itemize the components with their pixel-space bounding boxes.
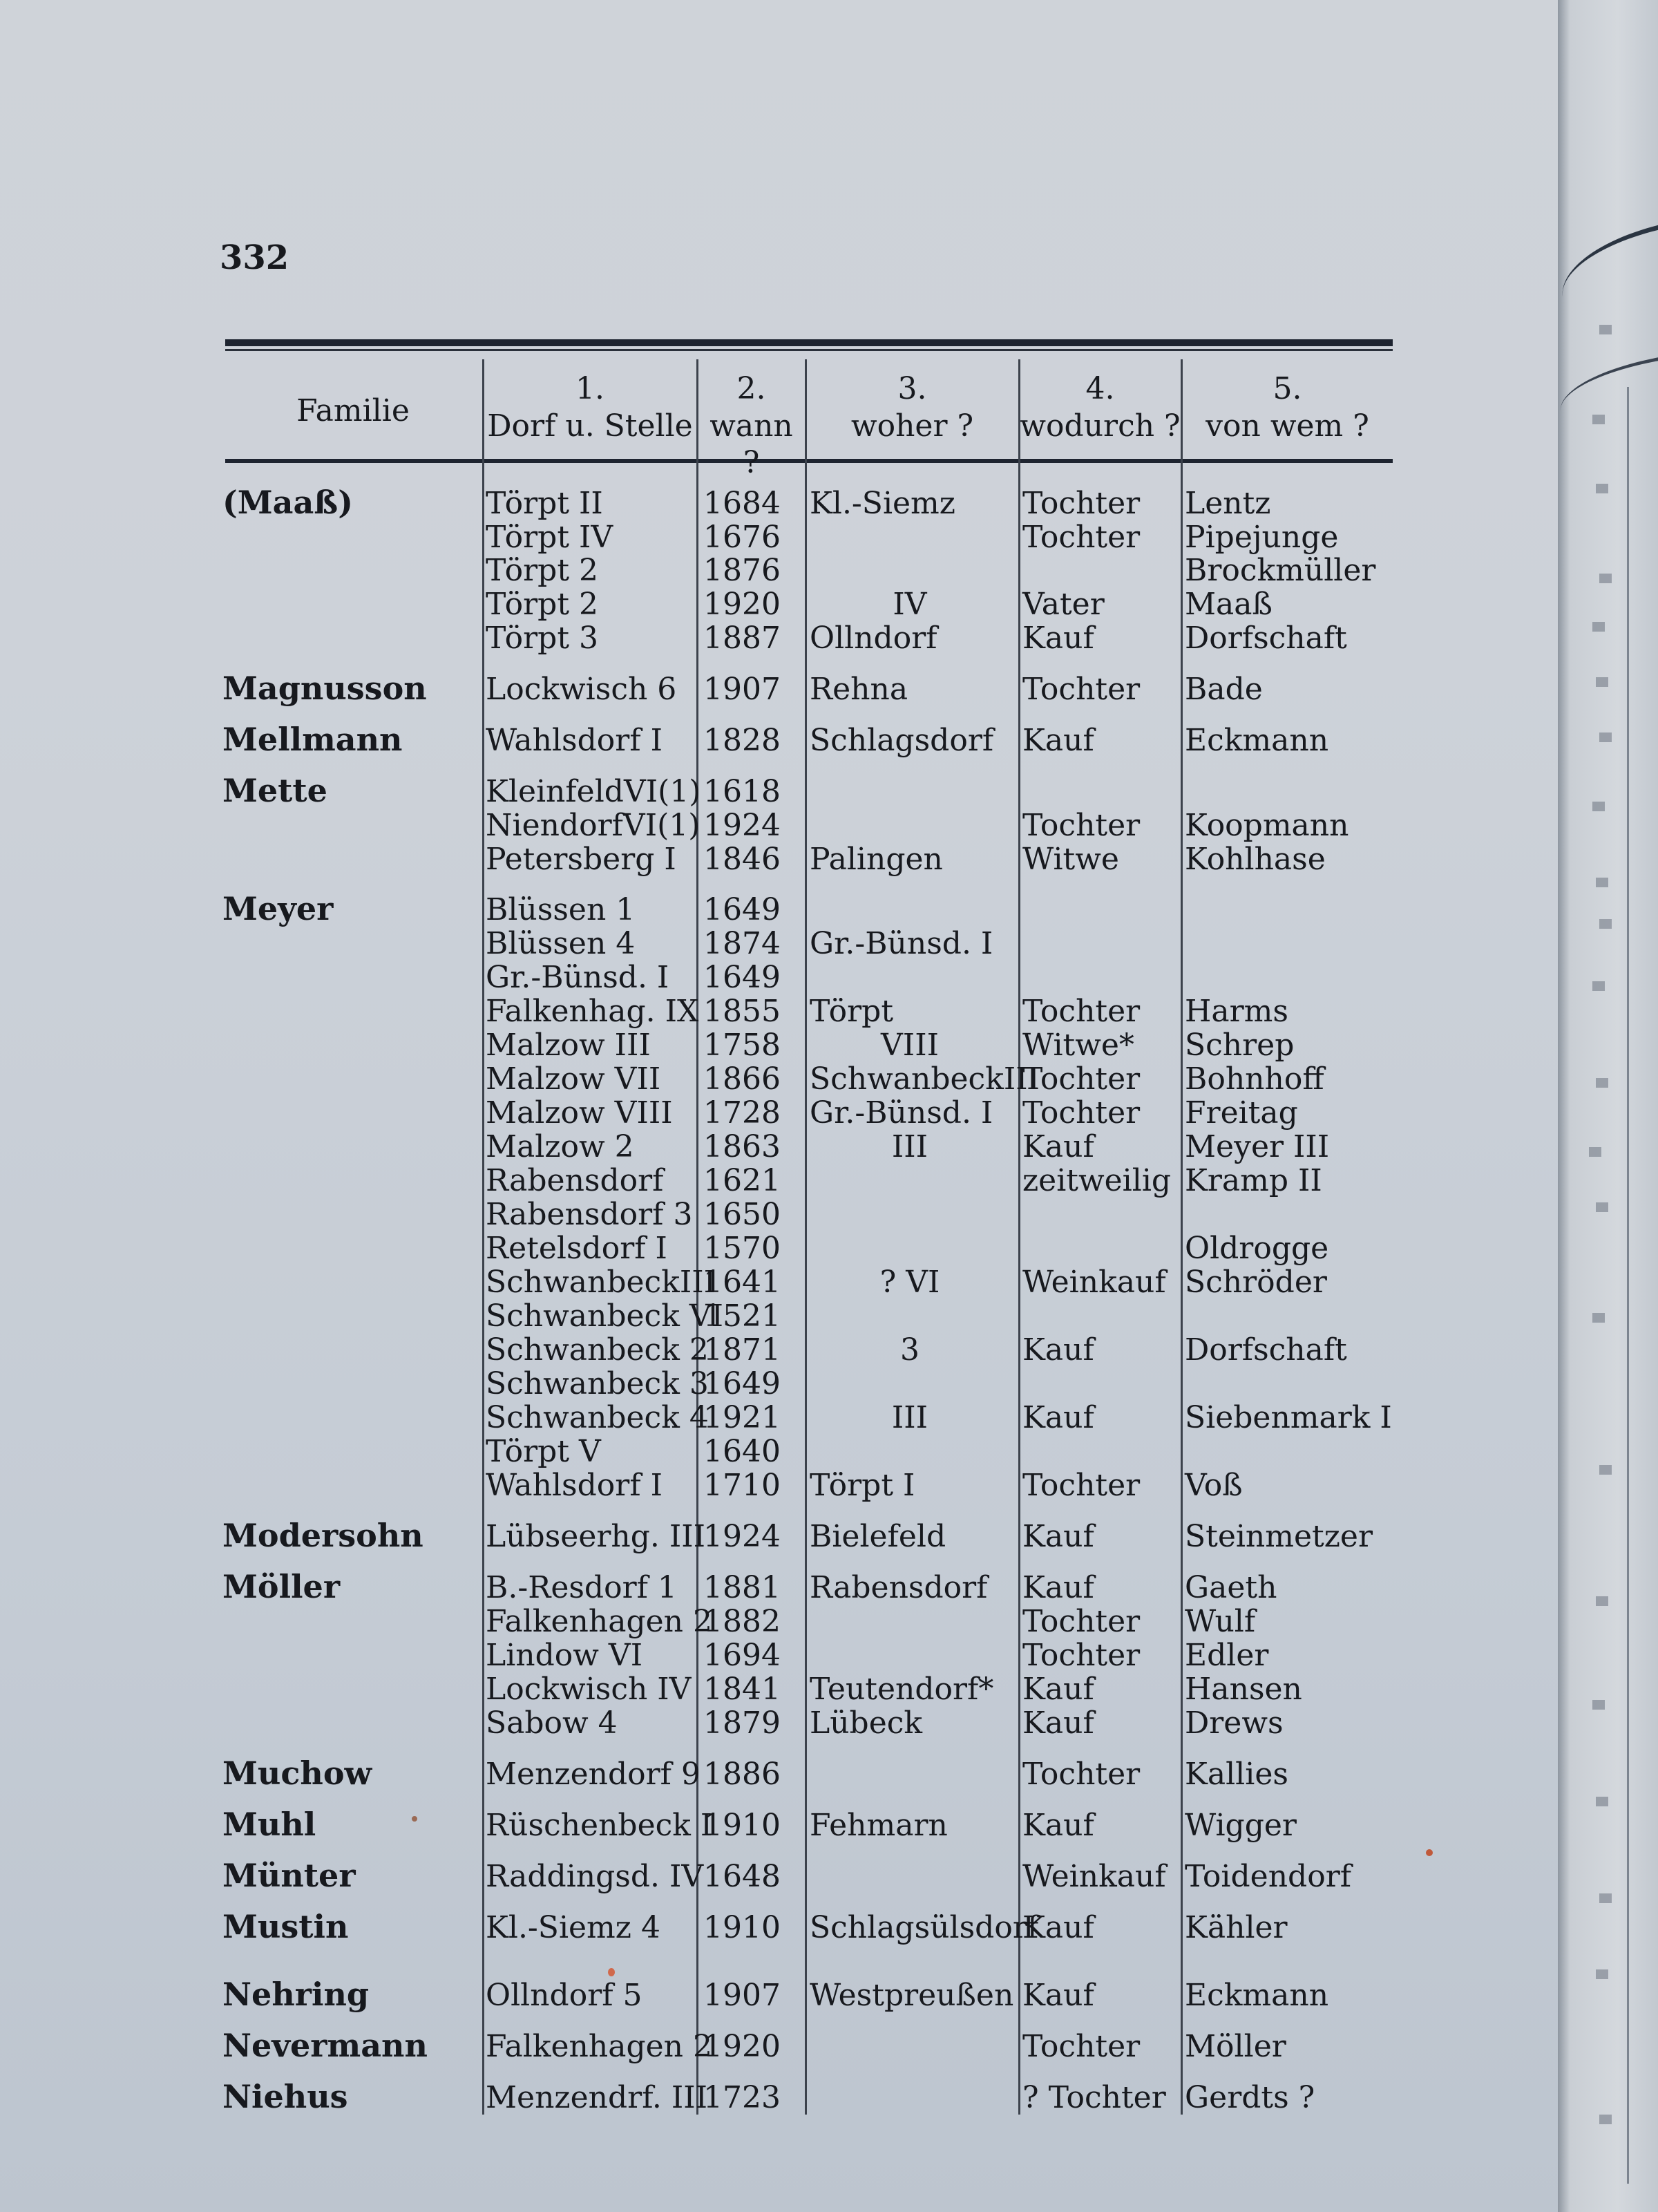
- cell-dorf: Malzow III: [486, 1028, 651, 1063]
- cell-woher: Lübeck: [810, 1705, 923, 1741]
- cell-wann: 1841: [703, 1672, 781, 1707]
- cell-dorf: Petersberg I: [486, 842, 676, 877]
- cell-woher: Törpt I: [810, 1468, 915, 1503]
- cell-von: Hansen: [1185, 1672, 1302, 1707]
- cell-woher: Gr.-Bünsd. I: [810, 1095, 993, 1131]
- cell-woher: Fehmarn: [810, 1808, 948, 1843]
- cell-von: Kohlhase: [1185, 842, 1326, 877]
- cell-wodurch: Tochter: [1022, 1638, 1141, 1673]
- cell-dorf: Malzow 2: [486, 1129, 634, 1164]
- cell-dorf: Menzendorf 9: [486, 1757, 701, 1792]
- cell-wodurch: Kauf: [1022, 1672, 1094, 1707]
- cell-wodurch: Tochter: [1022, 808, 1141, 843]
- adjacent-page-text-fragment: [1599, 732, 1612, 742]
- family-name: Nehring: [222, 1976, 370, 2013]
- cell-wann: 1921: [703, 1400, 781, 1435]
- cell-von: Gerdts ?: [1185, 2080, 1315, 2115]
- cell-von: Dorfschaft: [1185, 621, 1347, 656]
- cell-dorf: Törpt V: [486, 1434, 601, 1469]
- cell-wann: 1649: [703, 892, 781, 927]
- family-name: Mellmann: [222, 721, 403, 758]
- adjacent-page-rule: [1558, 219, 1658, 298]
- adjacent-page-text-fragment: [1592, 415, 1605, 424]
- cell-wann: 1648: [703, 1859, 781, 1894]
- family-name: Münter: [222, 1857, 356, 1894]
- cell-wodurch: Tochter: [1022, 486, 1141, 521]
- paper-speck: [412, 1816, 417, 1822]
- header-col1: [484, 370, 696, 444]
- family-name: Modersohn: [222, 1517, 423, 1554]
- adjacent-page-rule: [1627, 387, 1629, 2184]
- cell-dorf: B.-Resdorf 1: [486, 1570, 677, 1605]
- table-top-rule: [225, 339, 1393, 346]
- cell-dorf: Retelsdorf I: [486, 1231, 667, 1266]
- column-divider: [696, 359, 698, 2115]
- cell-von: Schrep: [1185, 1028, 1295, 1063]
- cell-dorf: Falkenhag. IX: [486, 994, 699, 1029]
- cell-dorf: Falkenhagen 2: [486, 2029, 712, 2064]
- cell-woher: III: [891, 1129, 928, 1164]
- cell-wodurch: zeitweilig: [1022, 1163, 1172, 1198]
- cell-wann: 1621: [703, 1163, 781, 1198]
- cell-wann: 1876: [703, 553, 781, 588]
- family-name: Meyer: [222, 890, 334, 927]
- cell-wann: 1907: [703, 1978, 781, 2013]
- column-divider: [1181, 359, 1183, 2115]
- cell-woher: ? VI: [879, 1265, 940, 1300]
- cell-von: Edler: [1185, 1638, 1269, 1673]
- cell-dorf: Lindow VI: [486, 1638, 643, 1673]
- cell-wann: 1618: [703, 774, 781, 809]
- cell-wann: 1866: [703, 1061, 781, 1097]
- cell-von: Voß: [1185, 1468, 1243, 1503]
- cell-wodurch: Kauf: [1022, 723, 1094, 758]
- cell-wann: 1641: [703, 1265, 781, 1300]
- adjacent-page-text-fragment: [1596, 878, 1608, 887]
- adjacent-page-text-fragment: [1592, 1700, 1605, 1710]
- cell-dorf: Lockwisch IV: [486, 1672, 692, 1707]
- cell-wodurch: Kauf: [1022, 1519, 1094, 1554]
- cell-wodurch: Tochter: [1022, 672, 1141, 707]
- cell-dorf: Falkenhagen 2: [486, 1604, 712, 1639]
- cell-von: Maaß: [1185, 587, 1273, 622]
- family-name: Mustin: [222, 1908, 349, 1945]
- cell-dorf: Wahlsdorf I: [486, 1468, 663, 1503]
- adjacent-page-text-fragment: [1596, 1596, 1608, 1606]
- cell-wann: 1879: [703, 1705, 781, 1741]
- cell-wodurch: Tochter: [1022, 520, 1141, 555]
- cell-dorf: Rabensdorf: [486, 1163, 664, 1198]
- header-bottom-rule: [225, 459, 1393, 463]
- header-col2-label: wann ?: [709, 408, 793, 481]
- cell-dorf: Ollndorf 5: [486, 1978, 642, 2013]
- cell-dorf: Lockwisch 6: [486, 672, 677, 707]
- cell-dorf: NiendorfVI(1): [486, 808, 701, 843]
- cell-wodurch: Kauf: [1022, 1570, 1094, 1605]
- cell-von: Oldrogge: [1185, 1231, 1329, 1266]
- header-familie: Familie: [296, 393, 410, 428]
- adjacent-page-text-fragment: [1596, 677, 1608, 687]
- cell-von: Wulf: [1185, 1604, 1256, 1639]
- cell-dorf: Lübseerhg. III: [486, 1519, 706, 1554]
- cell-wann: 1887: [703, 621, 781, 656]
- cell-von: Möller: [1185, 2029, 1286, 2064]
- header-col5-number: 5.: [1273, 371, 1302, 406]
- cell-wodurch: Tochter: [1022, 1468, 1141, 1503]
- cell-wann: 1863: [703, 1129, 781, 1164]
- cell-wann: 1881: [703, 1570, 781, 1605]
- cell-wodurch: Tochter: [1022, 1095, 1141, 1131]
- cell-wann: 1910: [703, 1910, 781, 1945]
- cell-wann: 1920: [703, 2029, 781, 2064]
- cell-wann: 1920: [703, 587, 781, 622]
- column-divider: [1018, 359, 1020, 2115]
- cell-dorf: Menzendrf. III: [486, 2080, 708, 2115]
- cell-woher: Schlagsülsdorf: [810, 1910, 1039, 1945]
- family-name: Muchow: [222, 1755, 372, 1792]
- cell-wodurch: Kauf: [1022, 1910, 1094, 1945]
- family-name: (Maaß): [222, 484, 354, 521]
- cell-von: Eckmann: [1185, 1978, 1329, 2013]
- adjacent-page-text-fragment: [1596, 1078, 1608, 1088]
- cell-dorf: KleinfeldVI(1): [486, 774, 701, 809]
- adjacent-page-text-fragment: [1592, 802, 1605, 811]
- header-col5: [1182, 370, 1393, 444]
- cell-wann: 1886: [703, 1757, 781, 1792]
- table-top-rule-thin: [225, 349, 1393, 351]
- cell-wann: 1828: [703, 723, 781, 758]
- cell-dorf: Törpt II: [486, 486, 603, 521]
- cell-woher: Ollndorf: [810, 621, 937, 656]
- cell-von: Siebenmark I: [1185, 1400, 1392, 1435]
- cell-woher: Törpt: [810, 994, 894, 1029]
- family-name: Nevermann: [222, 2027, 428, 2064]
- cell-woher: VIII: [881, 1028, 939, 1063]
- cell-von: Bohnhoff: [1185, 1061, 1324, 1097]
- paper-speck: [608, 1968, 615, 1976]
- cell-dorf: Törpt 2: [486, 553, 599, 588]
- header-col2-number: 2.: [736, 371, 766, 406]
- cell-wodurch: Kauf: [1022, 621, 1094, 656]
- cell-dorf: Kl.-Siemz 4: [486, 1910, 660, 1945]
- cell-dorf: Rabensdorf 3: [486, 1197, 693, 1232]
- cell-wodurch: Kauf: [1022, 1808, 1094, 1843]
- cell-woher: 3: [900, 1332, 919, 1368]
- cell-wann: 1723: [703, 2080, 781, 2115]
- header-col3-number: 3.: [897, 371, 927, 406]
- cell-woher: SchwanbeckIII: [810, 1061, 1040, 1097]
- cell-wodurch: Tochter: [1022, 1757, 1141, 1792]
- cell-wodurch: Tochter: [1022, 1604, 1141, 1639]
- cell-woher: IV: [893, 587, 927, 622]
- cell-wodurch: Kauf: [1022, 1332, 1094, 1368]
- cell-wann: 1910: [703, 1808, 781, 1843]
- cell-dorf: Schwanbeck 2: [486, 1332, 709, 1368]
- cell-wann: 1650: [703, 1197, 781, 1232]
- cell-von: Drews: [1185, 1705, 1284, 1741]
- cell-dorf: Rüschenbeck I: [486, 1808, 713, 1843]
- adjacent-page-text-fragment: [1592, 1313, 1605, 1323]
- adjacent-page-text-fragment: [1592, 622, 1605, 632]
- cell-wann: 1855: [703, 994, 781, 1029]
- cell-dorf: Raddingsd. IV: [486, 1859, 704, 1894]
- cell-wann: 1570: [703, 1231, 781, 1266]
- cell-dorf: Törpt IV: [486, 520, 613, 555]
- cell-woher: III: [891, 1400, 928, 1435]
- cell-wann: 1871: [703, 1332, 781, 1368]
- cell-von: Pipejunge: [1185, 520, 1339, 555]
- cell-wann: 1924: [703, 808, 781, 843]
- adjacent-page-text-fragment: [1596, 1202, 1608, 1212]
- cell-wann: 1874: [703, 926, 781, 961]
- column-divider: [805, 359, 807, 2115]
- cell-wodurch: Kauf: [1022, 1705, 1094, 1741]
- cell-wodurch: Vater: [1022, 587, 1105, 622]
- page-number: 332: [220, 238, 289, 277]
- cell-wann: 1649: [703, 1366, 781, 1401]
- cell-wodurch: Tochter: [1022, 1061, 1141, 1097]
- cell-woher: Gr.-Bünsd. I: [810, 926, 993, 961]
- cell-wann: 1728: [703, 1095, 781, 1131]
- adjacent-page-text-fragment: [1599, 1465, 1612, 1475]
- cell-dorf: Blüssen 4: [486, 926, 636, 961]
- family-name: Muhl: [222, 1806, 316, 1843]
- cell-woher: Kl.-Siemz: [810, 486, 955, 521]
- header-col4: [1020, 370, 1181, 444]
- cell-von: Steinmetzer: [1185, 1519, 1373, 1554]
- cell-wodurch: Kauf: [1022, 1400, 1094, 1435]
- adjacent-page-text-fragment: [1592, 981, 1605, 991]
- family-name: Möller: [222, 1568, 341, 1605]
- cell-dorf: Wahlsdorf I: [486, 723, 663, 758]
- cell-woher: Rehna: [810, 672, 908, 707]
- cell-woher: Bielefeld: [810, 1519, 946, 1554]
- adjacent-page-text-fragment: [1599, 919, 1612, 929]
- cell-wann: 1521: [703, 1298, 781, 1334]
- cell-wann: 1924: [703, 1519, 781, 1554]
- cell-wann: 1882: [703, 1604, 781, 1639]
- adjacent-page-text-fragment: [1589, 1147, 1601, 1157]
- family-name: Magnusson: [222, 670, 427, 707]
- cell-von: Kähler: [1185, 1910, 1288, 1945]
- header-col4-number: 4.: [1085, 371, 1115, 406]
- cell-von: Koopmann: [1185, 808, 1349, 843]
- cell-von: Schröder: [1185, 1265, 1327, 1300]
- cell-dorf: Sabow 4: [486, 1705, 618, 1741]
- cell-woher: Palingen: [810, 842, 943, 877]
- adjacent-page-text-fragment: [1596, 1797, 1608, 1806]
- cell-von: Dorfschaft: [1185, 1332, 1347, 1368]
- cell-dorf: Schwanbeck VI: [486, 1298, 724, 1334]
- cell-woher: Schlagsdorf: [810, 723, 994, 758]
- cell-von: Freitag: [1185, 1095, 1298, 1131]
- header-col3-label: woher ?: [850, 408, 974, 444]
- cell-von: Gaeth: [1185, 1570, 1277, 1605]
- cell-wodurch: Kauf: [1022, 1129, 1094, 1164]
- cell-woher: Teutendorf*: [810, 1672, 994, 1707]
- cell-dorf: Malzow VIII: [486, 1095, 673, 1131]
- header-col2: [698, 370, 805, 482]
- cell-von: Lentz: [1185, 486, 1271, 521]
- header-col3: [806, 370, 1018, 444]
- cell-von: Toidendorf: [1185, 1859, 1352, 1894]
- adjacent-page-rule: [1558, 352, 1658, 412]
- cell-wann: 1684: [703, 486, 781, 521]
- header-col5-label: von wem ?: [1206, 408, 1369, 444]
- adjacent-page-edge: [1558, 0, 1658, 2212]
- cell-dorf: Gr.-Bünsd. I: [486, 960, 669, 995]
- cell-wodurch: Weinkauf: [1022, 1265, 1166, 1300]
- paper-speck: [1426, 1849, 1433, 1856]
- cell-dorf: Malzow VII: [486, 1061, 661, 1097]
- family-name: Niehus: [222, 2078, 348, 2115]
- cell-wodurch: ? Tochter: [1022, 2080, 1166, 2115]
- family-name: Mette: [222, 772, 327, 809]
- cell-von: Wigger: [1185, 1808, 1297, 1843]
- cell-wodurch: Weinkauf: [1022, 1859, 1166, 1894]
- adjacent-page-text-fragment: [1599, 325, 1612, 334]
- cell-wann: 1907: [703, 672, 781, 707]
- cell-wann: 1710: [703, 1468, 781, 1503]
- cell-wann: 1649: [703, 960, 781, 995]
- cell-woher: Rabensdorf: [810, 1570, 988, 1605]
- adjacent-page-text-fragment: [1599, 2115, 1612, 2124]
- cell-von: Kramp II: [1185, 1163, 1322, 1198]
- cell-dorf: SchwanbeckIII: [486, 1265, 716, 1300]
- cell-wodurch: Tochter: [1022, 994, 1141, 1029]
- cell-wann: 1758: [703, 1028, 781, 1063]
- cell-wodurch: Witwe*: [1022, 1028, 1134, 1063]
- cell-von: Harms: [1185, 994, 1288, 1029]
- cell-von: Meyer III: [1185, 1129, 1330, 1164]
- cell-woher: Westpreußen: [810, 1978, 1014, 2013]
- adjacent-page-text-fragment: [1599, 574, 1612, 583]
- adjacent-page-text-fragment: [1596, 484, 1608, 493]
- cell-von: Eckmann: [1185, 723, 1329, 758]
- cell-von: Brockmüller: [1185, 553, 1376, 588]
- cell-wodurch: Kauf: [1022, 1978, 1094, 2013]
- cell-wodurch: Witwe: [1022, 842, 1119, 877]
- cell-von: Bade: [1185, 672, 1263, 707]
- adjacent-page-text-fragment: [1596, 1969, 1608, 1979]
- column-divider: [482, 359, 484, 2115]
- adjacent-page-text-fragment: [1599, 1893, 1612, 1903]
- cell-dorf: Blüssen 1: [486, 892, 636, 927]
- cell-wann: 1676: [703, 520, 781, 555]
- header-col1-label: Dorf u. Stelle: [487, 408, 693, 444]
- cell-dorf: Törpt 2: [486, 587, 599, 622]
- cell-wodurch: Tochter: [1022, 2029, 1141, 2064]
- header-col4-label: wodurch ?: [1020, 408, 1181, 444]
- cell-wann: 1640: [703, 1434, 781, 1469]
- cell-dorf: Schwanbeck 4: [486, 1400, 709, 1435]
- cell-dorf: Schwanbeck 3: [486, 1366, 709, 1401]
- header-col1-number: 1.: [575, 371, 604, 406]
- cell-von: Kallies: [1185, 1757, 1288, 1792]
- cell-wann: 1694: [703, 1638, 781, 1673]
- cell-dorf: Törpt 3: [486, 621, 599, 656]
- cell-wann: 1846: [703, 842, 781, 877]
